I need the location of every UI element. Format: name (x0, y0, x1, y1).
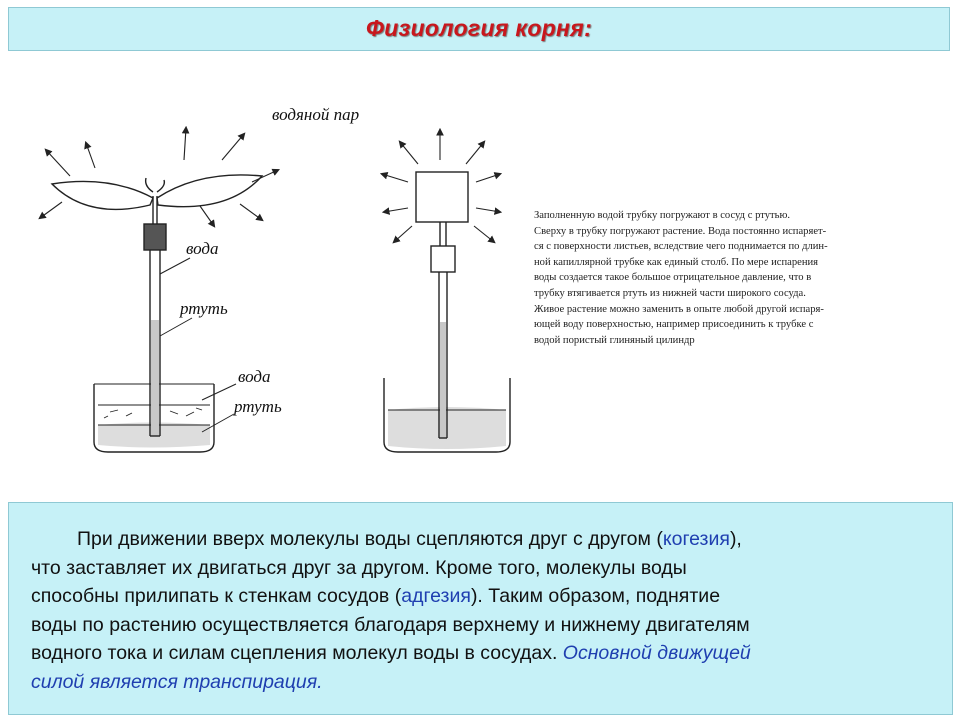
term-main-force: Основной движущей (562, 642, 751, 664)
paragraph-line-3: способны прилипать к стенкам сосудов (адгезия). Таким образом, поднятие (31, 585, 721, 607)
description-line: ся с поверхности листьев, вследствие чего поднимается по длин- (534, 241, 828, 253)
paragraph-line-6: силой является транспирация. (31, 670, 323, 693)
term-adhesion: адгезия (401, 585, 471, 607)
description-line: Заполненную водой трубку погружают в сосуд с ртутью. (534, 210, 791, 221)
paragraph-line-5: водного тока и силам сцепления молекул воды в сосудах. Основной движущей (31, 642, 751, 664)
term-cohesion: когезия (662, 528, 730, 550)
description-line: ющей воду поверхностью, например присоединить к трубке с (534, 319, 814, 331)
description-line: Живое растение можно заменить в опыте любой другой испаря- (534, 303, 824, 315)
plant (52, 175, 262, 224)
label-mercury-vessel: ртуть (234, 397, 282, 416)
left-vapor-arrows (40, 128, 278, 226)
left-label-leaders (160, 258, 236, 432)
label-water-vessel: вода (238, 367, 271, 386)
experiment-description (534, 208, 932, 348)
description-line: Сверху в трубку погружают растение. Вода постоянно испаряет- (534, 225, 827, 237)
explanation-paragraph (31, 525, 936, 696)
paragraph-line-1: При движении вверх молекулы воды сцепляются друг с другом (когезия), (77, 528, 742, 550)
right-tube (416, 172, 468, 438)
page-title: Физиология корня: (365, 15, 593, 41)
paragraph-line-2: что заставляет их двигаться друг за другом. Кроме того, молекулы воды (31, 556, 687, 579)
label-water-top: вода (186, 239, 219, 258)
paragraph-line-4: воды по растению осуществляется благодаря верхнему и нижнему двигателям (31, 613, 750, 636)
left-tube (144, 224, 166, 436)
label-mercury-tube: ртуть (180, 299, 228, 318)
description-line: воды создается такое большое отрицательное давление, что в (534, 272, 812, 284)
label-vapor: водяной пар (272, 105, 360, 124)
explanation-box (8, 502, 953, 715)
description-line: трубку втягивается ртуть из нижней части широкого сосуда. (534, 287, 806, 299)
description-line: ной капиллярной трубке как единый столб. По мере испарения (534, 256, 819, 268)
description-line: водой пористый глиняный цилиндр (534, 334, 695, 346)
right-apparatus (382, 130, 510, 452)
